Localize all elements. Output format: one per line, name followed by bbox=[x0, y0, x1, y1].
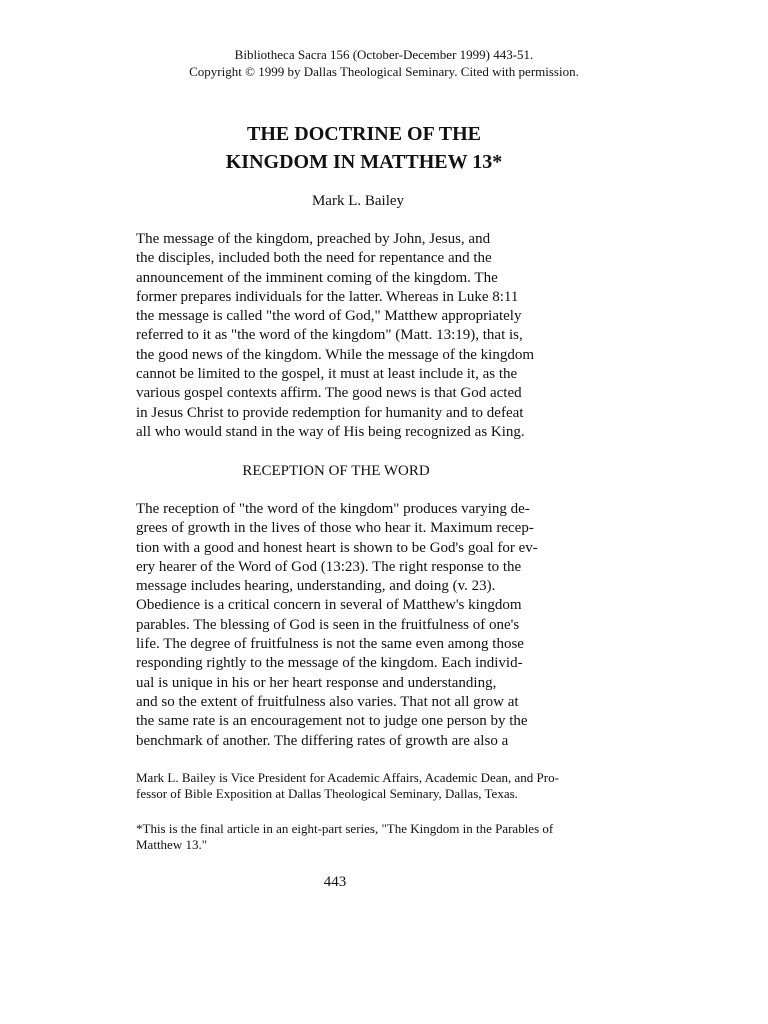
paragraph-line: and so the extent of fruitfulness also varies. That not all grow at bbox=[136, 693, 519, 710]
title-line-1: THE DOCTRINE OF THE bbox=[247, 123, 481, 145]
paragraph-line: responding rightly to the message of the kingdom. Each individ- bbox=[136, 655, 523, 672]
title-line-2: KINGDOM IN MATTHEW 13* bbox=[225, 151, 503, 173]
intro-paragraph bbox=[136, 230, 534, 442]
paragraph-line: message includes hearing, understanding, and doing (v. 23). bbox=[136, 578, 496, 595]
footnote-line: *This is the final article in an eight-part series, "The Kingdom in the Parables of bbox=[136, 821, 554, 836]
paragraph-line: the disciples, included both the need for repentance and the bbox=[136, 250, 492, 267]
citation-header bbox=[0, 46, 768, 80]
paragraph-line: in Jesus Christ to provide redemption for humanity and to defeat bbox=[136, 404, 524, 421]
paragraph-line: the good news of the kingdom. While the message of the kingdom bbox=[136, 346, 534, 363]
copyright-line: Copyright © 1999 by Dallas Theological Seminary. Cited with permission. bbox=[189, 64, 579, 79]
paragraph-line: ual is unique in his or her heart response and understanding, bbox=[136, 674, 497, 691]
paragraph-line: referred to it as "the word of the kingdom" (Matt. 13:19), that is, bbox=[136, 327, 523, 344]
paragraph-line: Obedience is a critical concern in several of Matthew's kingdom bbox=[136, 597, 522, 614]
citation-line: Bibliotheca Sacra 156 (October-December 1999) 443-51. bbox=[234, 47, 534, 62]
paragraph-line: former prepares individuals for the latter. Whereas in Luke 8:11 bbox=[136, 288, 519, 305]
paragraph-line: the same rate is an encouragement not to judge one person by the bbox=[136, 713, 528, 730]
paragraph-line: various gospel contexts affirm. The good news is that God acted bbox=[136, 385, 522, 402]
footnote-line: fessor of Bible Exposition at Dallas Theological Seminary, Dallas, Texas. bbox=[136, 786, 518, 801]
paragraph-line: parables. The blessing of God is seen in the fruitfulness of one's bbox=[136, 616, 520, 633]
paragraph-line: ery hearer of the Word of God (13:23). The right response to the bbox=[136, 558, 522, 575]
paragraph-line: cannot be limited to the gospel, it must at least include it, as the bbox=[136, 366, 518, 383]
page-number: 443 bbox=[323, 874, 347, 890]
footnote-line: Matthew 13." bbox=[136, 837, 208, 852]
series-footnote bbox=[136, 821, 553, 853]
paragraph-line: announcement of the imminent coming of the kingdom. The bbox=[136, 269, 498, 286]
reception-paragraph bbox=[136, 500, 538, 751]
section-heading: RECEPTION OF THE WORD bbox=[242, 463, 430, 479]
paragraph-line: tion with a good and honest heart is shown to be God's goal for ev- bbox=[136, 539, 538, 556]
author-name: Mark L. Bailey bbox=[311, 193, 405, 209]
paragraph-line: the message is called "the word of God," Matthew appropriately bbox=[136, 308, 522, 325]
paragraph-line: grees of growth in the lives of those who hear it. Maximum recep- bbox=[136, 520, 534, 537]
footnote-line: Mark L. Bailey is Vice President for Academic Affairs, Academic Dean, and Pro- bbox=[136, 770, 559, 785]
article-title bbox=[0, 120, 728, 176]
paragraph-line: The reception of "the word of the kingdom" produces varying de- bbox=[136, 501, 530, 517]
paragraph-line: benchmark of another. The differing rates of growth are also a bbox=[136, 732, 509, 749]
paragraph-line: life. The degree of fruitfulness is not the same even among those bbox=[136, 636, 524, 653]
author-footnote bbox=[136, 770, 559, 802]
paragraph-line: all who would stand in the way of His being recognized as King. bbox=[136, 423, 525, 440]
paragraph-line: The message of the kingdom, preached by John, Jesus, and bbox=[136, 231, 491, 247]
